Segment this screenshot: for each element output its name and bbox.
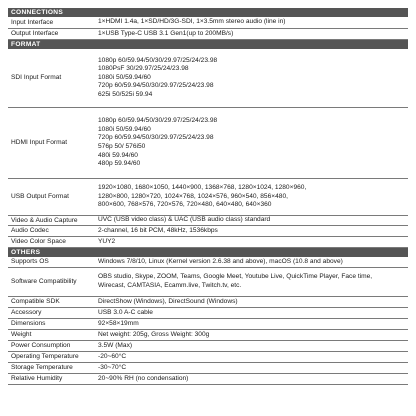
spec-label: Supports OS — [11, 258, 49, 265]
spec-value-line: DirectShow (Windows), DirectSound (Windows) — [98, 297, 238, 305]
spec-label: Video Color Space — [11, 238, 66, 245]
spec-value-line: 720p 60/59.94/50/30/29.97/25/24/23.98 — [98, 134, 214, 142]
spec-row — [8, 330, 408, 341]
spec-label: Weight — [11, 331, 32, 338]
spec-row — [8, 268, 408, 297]
spec-value-line: UVC (USB video class) & UAC (USB audio class) standard — [98, 216, 271, 224]
spec-value — [95, 363, 408, 373]
spec-value-line: 720p 60/59.94/50/30/29.97/25/24/23.98 — [98, 82, 214, 90]
spec-value-line: OBS studio, Skype, ZOOM, Teams, Google Meet, Youtube Live, QuickTime Player, Face time, — [98, 273, 373, 281]
spec-row — [8, 179, 408, 216]
spec-row — [8, 363, 408, 374]
spec-value-line: 800×600, 768×576, 720×576, 720×480, 640×480, 640×360 — [98, 201, 272, 209]
spec-value-line: 1080PsF 30/29.97/25/24/23.98 — [98, 65, 189, 73]
spec-value — [95, 29, 408, 39]
spec-label: Software Compatibility — [11, 278, 77, 285]
spec-label: Power Consumption — [11, 342, 71, 349]
spec-row — [8, 319, 408, 330]
spec-value-line: 1080i 50/59.94/60 — [98, 73, 151, 81]
spec-value-line: 20~90% RH (no condensation) — [98, 374, 189, 382]
spec-value-line: 92×58×19mm — [98, 319, 139, 327]
spec-value-line: Net weight: 205g, Gross Weight: 300g — [98, 330, 210, 338]
spec-row — [8, 49, 408, 108]
spec-value-line: 1×HDMI 1.4a, 1×SD/HD/3G-SDI, 1×3.5mm stereo audio (line in) — [98, 18, 286, 26]
spec-value-line: 1080i 50/59.94/60 — [98, 125, 151, 133]
section-header-connections: CONNECTIONS — [8, 8, 408, 17]
spec-row — [8, 308, 408, 319]
spec-label: Audio Codec — [11, 227, 49, 234]
section-header-others: OTHERS — [8, 248, 408, 257]
spec-label: Storage Temperature — [11, 364, 73, 371]
spec-value — [95, 308, 408, 318]
spec-row — [8, 226, 408, 237]
spec-value — [95, 257, 408, 267]
spec-row — [8, 352, 408, 363]
spec-label: Dimensions — [11, 320, 46, 327]
spec-value-line: 480p 59.94/60 — [98, 160, 141, 168]
spec-value-line: -30~70°C — [98, 363, 127, 371]
spec-row — [8, 297, 408, 308]
spec-value — [95, 237, 408, 247]
spec-label: Compatible SDK — [11, 298, 60, 305]
spec-row — [8, 341, 408, 352]
spec-value — [95, 297, 408, 307]
spec-label: Relative Humidity — [11, 375, 63, 382]
spec-label: Input Interface — [11, 18, 54, 26]
spec-value-line: Windows 7/8/10, Linux (Kernel version 2.6.38 and above), macOS (10.8 and above) — [98, 257, 343, 265]
spec-value — [95, 49, 408, 107]
spec-value — [95, 108, 408, 178]
section-header-format: FORMAT — [8, 40, 408, 49]
spec-table — [8, 8, 408, 385]
spec-value — [95, 179, 408, 215]
spec-value-line: -20~60°C — [98, 352, 127, 360]
spec-value-line: 576p 50/ 576i50 — [98, 143, 146, 150]
spec-value-line: 1280×800, 1280×720, 1024×768, 1024×576, 960×540, 856×480, — [98, 192, 288, 200]
spec-value — [95, 268, 408, 296]
spec-label: Output Interface — [11, 30, 59, 37]
spec-value — [95, 352, 408, 362]
spec-label: Video & Audio Capture — [11, 216, 78, 224]
spec-value-line: 480i 59.94/60 — [98, 151, 138, 159]
spec-value-line: 1080p 60/59.94/50/30/29.97/25/24/23.98 — [98, 56, 218, 64]
spec-row — [8, 374, 408, 385]
spec-value — [95, 374, 408, 384]
spec-value-line: USB 3.0 A-C cable — [98, 308, 153, 316]
spec-row — [8, 257, 408, 268]
spec-value-line: 1×USB Type-C USB 3.1 Gen1(up to 200MB/s) — [98, 29, 234, 37]
spec-value — [95, 226, 408, 236]
spec-value — [95, 216, 408, 225]
spec-value — [95, 319, 408, 329]
spec-value — [95, 330, 408, 340]
spec-value-line: 3.5W (Max) — [98, 341, 133, 349]
spec-label: HDMI Input Format — [11, 139, 68, 146]
spec-value-line: 625i 50/525i 59.94 — [98, 90, 153, 98]
spec-value — [95, 341, 408, 351]
spec-row — [8, 17, 408, 29]
spec-value-line: 2-channel, 16 bit PCM, 48kHz, 1536kbps — [98, 226, 218, 234]
spec-label: Accessory — [11, 309, 42, 316]
spec-value-line: 1080p 60/59.94/50/30/29.97/25/24/23.98 — [98, 117, 218, 125]
spec-label: USB Output Format — [11, 193, 69, 200]
spec-row — [8, 216, 408, 226]
spec-row — [8, 237, 408, 248]
spec-label: SDI Input Format — [11, 74, 62, 81]
spec-value-line: Wirecast, CAMTASIA, Ecamm.live, Twitch.tv, etc. — [98, 282, 242, 289]
spec-value-line: YUY2 — [98, 237, 116, 245]
spec-label: Operating Temperature — [11, 353, 79, 360]
spec-value — [95, 17, 408, 28]
spec-value-line: 1920×1080, 1680×1050, 1440×900, 1368×768, 1280×1024, 1280×960, — [98, 184, 307, 192]
spec-row — [8, 108, 408, 179]
spec-row — [8, 29, 408, 40]
